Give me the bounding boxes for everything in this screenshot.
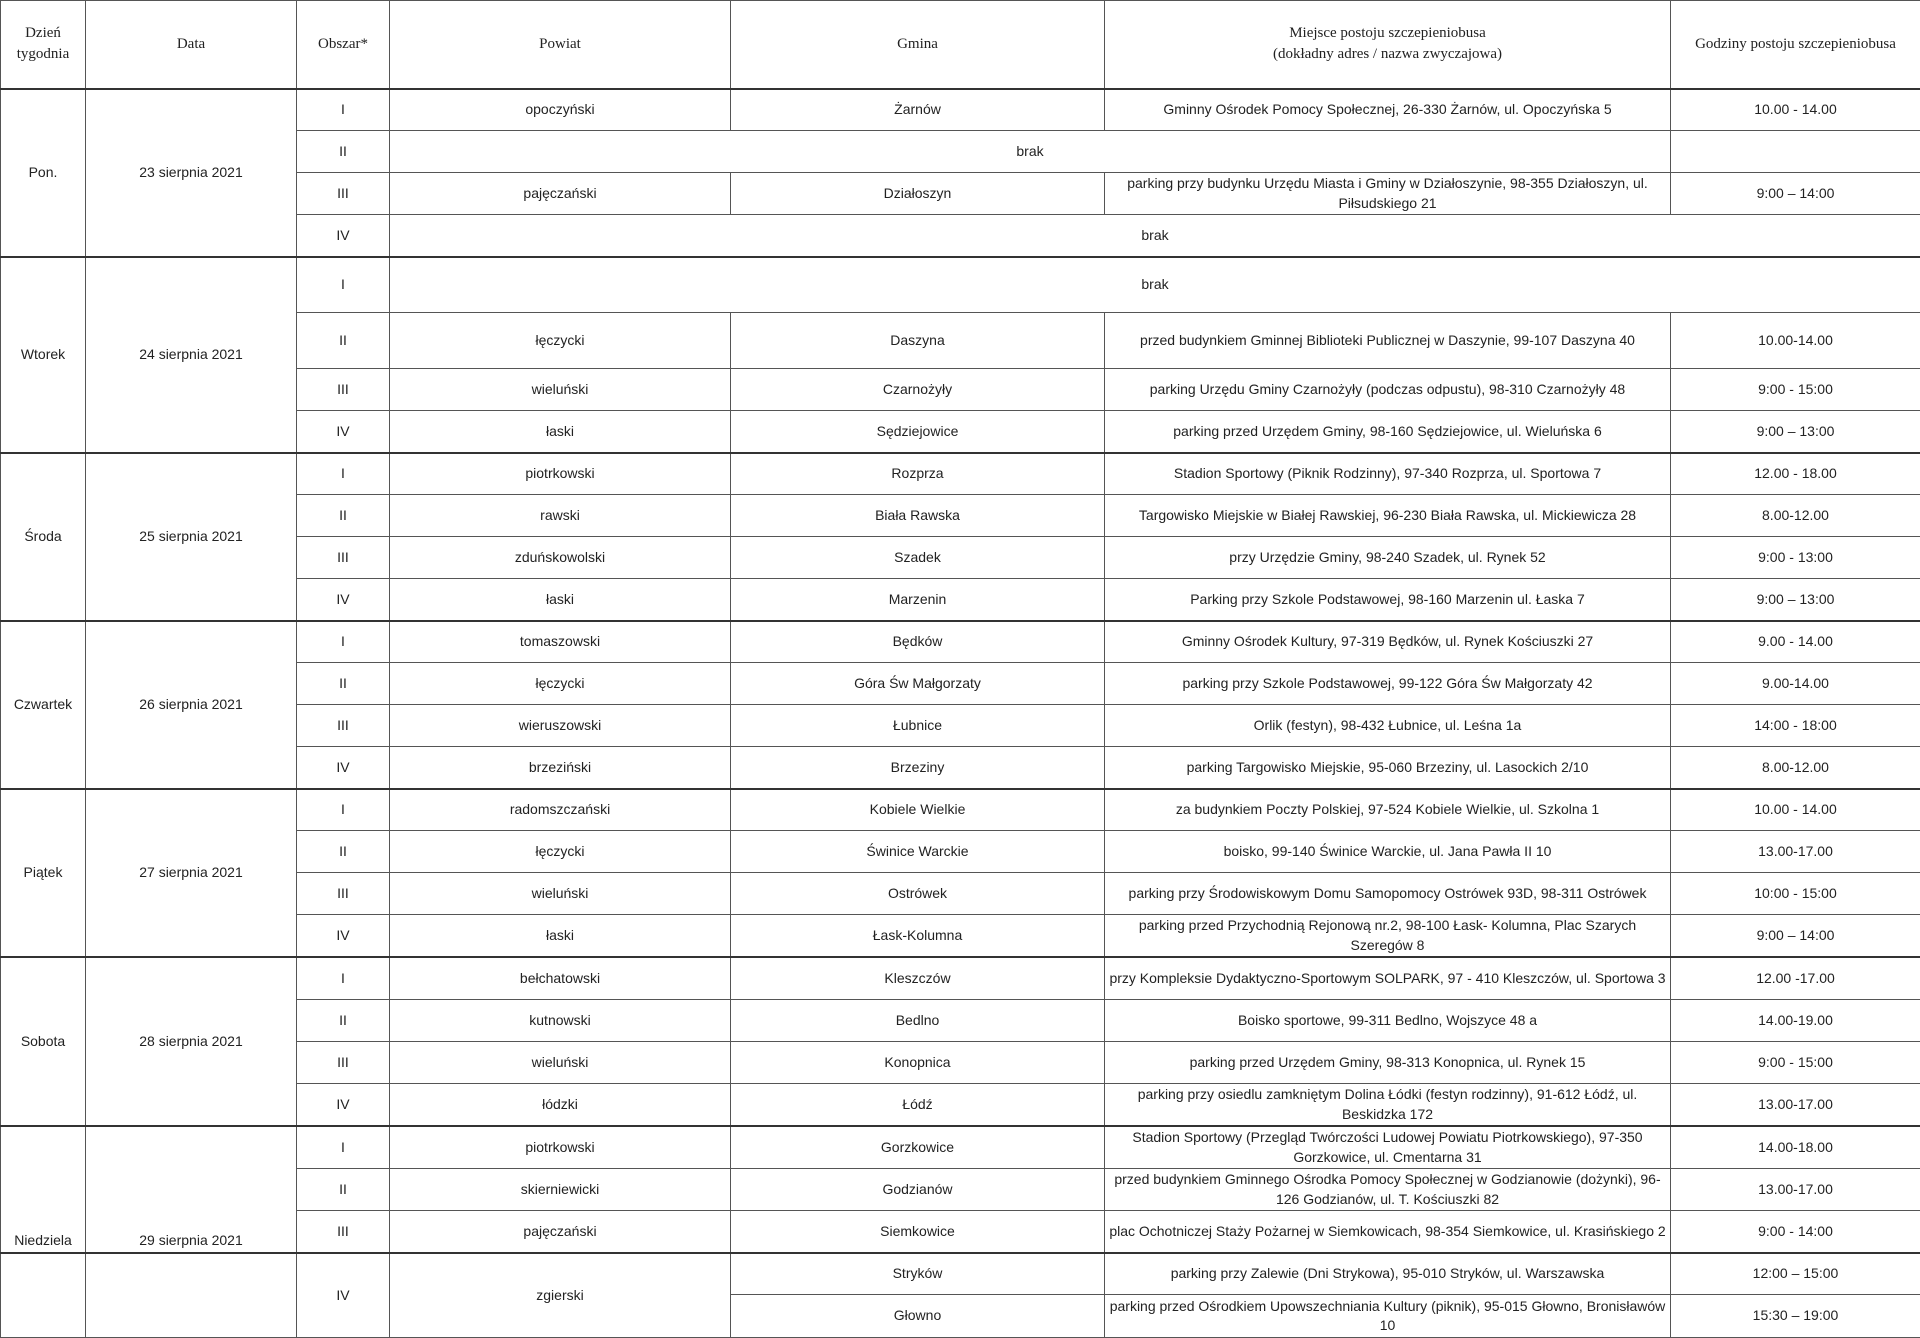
hours-cell: 13.00-17.00	[1671, 1083, 1920, 1126]
area-cell: IV	[297, 411, 390, 453]
commune-cell: Sędziejowice	[731, 411, 1105, 453]
county-cell: wieluński	[390, 369, 731, 411]
hours-cell: 14.00-18.00	[1671, 1126, 1920, 1169]
hours-cell: 10.00 - 14.00	[1671, 789, 1920, 831]
commune-cell: Głowno	[731, 1295, 1105, 1338]
commune-cell: Kleszczów	[731, 957, 1105, 999]
commune-cell: Łubnice	[731, 705, 1105, 747]
hours-cell: 10:00 - 15:00	[1671, 873, 1920, 915]
area-cell: IV	[297, 1253, 390, 1338]
county-cell: pajęczański	[390, 1211, 731, 1253]
county-cell: łęczycki	[390, 831, 731, 873]
county-cell: radomszczański	[390, 789, 731, 831]
commune-cell: Siemkowice	[731, 1211, 1105, 1253]
county-cell: skierniewicki	[390, 1169, 731, 1211]
county-cell: opoczyński	[390, 89, 731, 131]
county-cell: wieruszowski	[390, 705, 731, 747]
header-hours: Godziny postoju szczepieniobusa	[1671, 1, 1920, 89]
hours-cell: 12.00 - 18.00	[1671, 453, 1920, 495]
commune-cell: Rozprza	[731, 453, 1105, 495]
hours-cell: 9:00 - 13:00	[1671, 537, 1920, 579]
header-place-line2: (dokładny adres / nazwa zwyczajowa)	[1272, 46, 1503, 63]
area-cell: IV	[297, 1083, 390, 1126]
county-cell: rawski	[390, 495, 731, 537]
place-cell: parking przy Środowiskowym Domu Samopomocy Ostrówek 93D, 98-311 Ostrówek	[1105, 873, 1671, 915]
commune-cell: Gorzkowice	[731, 1126, 1105, 1169]
place-cell: przed budynkiem Gminnego Ośrodka Pomocy Społecznej w Godzianowie (dożynki), 96-126 Godzianów, ul. T. Kościuszki 82	[1105, 1169, 1671, 1211]
date-cell: 24 sierpnia 2021	[86, 257, 297, 453]
area-cell: I	[297, 957, 390, 999]
commune-cell: Łódź	[731, 1083, 1105, 1126]
county-cell: kutnowski	[390, 999, 731, 1041]
header-place-line1: Miejsce postoju szczepieniobusa	[1289, 25, 1486, 42]
table-body	[1, 89, 1920, 1338]
county-cell: łęczycki	[390, 663, 731, 705]
table-row	[1, 1126, 1920, 1169]
place-cell: parking przy Szkole Podstawowej, 99-122 Góra Św Małgorzaty 42	[1105, 663, 1671, 705]
commune-cell: Góra Św Małgorzaty	[731, 663, 1105, 705]
county-cell: łaski	[390, 915, 731, 958]
area-cell: I	[297, 257, 390, 313]
commune-cell: Stryków	[731, 1253, 1105, 1295]
area-cell: II	[297, 999, 390, 1041]
day-cell: Środa	[1, 453, 86, 621]
hours-cell: 12:00 – 15:00	[1671, 1253, 1920, 1295]
date-cell: 27 sierpnia 2021	[86, 789, 297, 958]
day-cell: Niedziela	[1, 1126, 86, 1253]
place-cell: Boisko sportowe, 99-311 Bedlno, Wojszyce 48 a	[1105, 999, 1671, 1041]
area-cell: II	[297, 1169, 390, 1211]
hours-cell: 12.00 -17.00	[1671, 957, 1920, 999]
header-county: Powiat	[390, 1, 731, 89]
day-cell: Sobota	[1, 957, 86, 1126]
header-row	[1, 1, 1920, 89]
county-cell: zgierski	[390, 1253, 731, 1338]
table-row	[1, 957, 1920, 999]
hours-cell: 9:00 – 14:00	[1671, 173, 1920, 215]
header-area: Obszar*	[297, 1, 390, 89]
place-cell: Targowisko Miejskie w Białej Rawskiej, 96-230 Biała Rawska, ul. Mickiewicza 28	[1105, 495, 1671, 537]
place-cell: Stadion Sportowy (Piknik Rodzinny), 97-340 Rozprza, ul. Sportowa 7	[1105, 453, 1671, 495]
place-cell: parking przed Urzędem Gminy, 98-313 Konopnica, ul. Rynek 15	[1105, 1041, 1671, 1083]
commune-cell: Kobiele Wielkie	[731, 789, 1105, 831]
hours-cell: 9:00 - 14:00	[1671, 1211, 1920, 1253]
area-cell: II	[297, 495, 390, 537]
place-cell: Gminny Ośrodek Pomocy Społecznej, 26-330 Żarnów, ul. Opoczyńska 5	[1105, 89, 1671, 131]
hours-cell: 10.00 - 14.00	[1671, 89, 1920, 131]
place-cell: parking przed Przychodnią Rejonową nr.2, 98-100 Łask- Kolumna, Plac Szarych Szeregów 8	[1105, 915, 1671, 958]
area-cell: II	[297, 131, 390, 173]
area-cell: III	[297, 873, 390, 915]
area-cell: I	[297, 1126, 390, 1169]
hours-cell: 10.00-14.00	[1671, 313, 1920, 369]
hours-cell: 8.00-12.00	[1671, 747, 1920, 789]
place-cell: przed budynkiem Gminnej Biblioteki Publicznej w Daszynie, 99-107 Daszyna 40	[1105, 313, 1671, 369]
day-cell: Piątek	[1, 789, 86, 958]
place-cell: plac Ochotniczej Staży Pożarnej w Siemkowicach, 98-354 Siemkowice, ul. Krasińskiego 2	[1105, 1211, 1671, 1253]
place-cell: Stadion Sportowy (Przegląd Twórczości Ludowej Powiatu Piotrkowskiego), 97-350 Gorzkowice, ul. Cmentarna 31	[1105, 1126, 1671, 1169]
commune-cell: Świnice Warckie	[731, 831, 1105, 873]
hours-cell: 9:00 - 15:00	[1671, 369, 1920, 411]
date-cell: 25 sierpnia 2021	[86, 453, 297, 621]
commune-cell: Marzenin	[731, 579, 1105, 621]
commune-cell: Żarnów	[731, 89, 1105, 131]
hours-cell: 15:30 – 19:00	[1671, 1295, 1920, 1338]
commune-cell: Ostrówek	[731, 873, 1105, 915]
no-stop-note: brak	[390, 257, 1920, 313]
commune-cell: Łask-Kolumna	[731, 915, 1105, 958]
commune-cell: Szadek	[731, 537, 1105, 579]
place-cell: boisko, 99-140 Świnice Warckie, ul. Jana Pawła II 10	[1105, 831, 1671, 873]
county-cell: pajęczański	[390, 173, 731, 215]
table-row	[1, 453, 1920, 495]
day-cell: Pon.	[1, 89, 86, 257]
place-cell: parking Urzędu Gminy Czarnożyły (podczas odpustu), 98-310 Czarnożyły 48	[1105, 369, 1671, 411]
area-cell: II	[297, 663, 390, 705]
place-cell: przy Urzędzie Gminy, 98-240 Szadek, ul. Rynek 52	[1105, 537, 1671, 579]
county-cell: łaski	[390, 579, 731, 621]
place-cell: parking przy osiedlu zamkniętym Dolina Łódki (festyn rodzinny), 91-612 Łódź, ul. Beskidzka 172	[1105, 1083, 1671, 1126]
place-cell: Orlik (festyn), 98-432 Łubnice, ul. Leśna 1a	[1105, 705, 1671, 747]
commune-cell: Biała Rawska	[731, 495, 1105, 537]
area-cell: I	[297, 789, 390, 831]
area-cell: II	[297, 313, 390, 369]
county-cell: wieluński	[390, 1041, 731, 1083]
area-cell: III	[297, 1211, 390, 1253]
table-row	[1, 1253, 1920, 1295]
area-cell: III	[297, 369, 390, 411]
table-header	[1, 1, 1920, 89]
table-row	[1, 89, 1920, 131]
area-cell: I	[297, 453, 390, 495]
hours-cell: 9.00 - 14.00	[1671, 621, 1920, 663]
hours-cell: 8.00-12.00	[1671, 495, 1920, 537]
day-cell: Wtorek	[1, 257, 86, 453]
hours-cell: 14.00-19.00	[1671, 999, 1920, 1041]
place-cell: Parking przy Szkole Podstawowej, 98-160 Marzenin ul. Łaska 7	[1105, 579, 1671, 621]
county-cell: zduńskowolski	[390, 537, 731, 579]
place-cell: za budynkiem Poczty Polskiej, 97-524 Kobiele Wielkie, ul. Szkolna 1	[1105, 789, 1671, 831]
day-cell-continuation	[1, 1253, 86, 1338]
commune-cell: Konopnica	[731, 1041, 1105, 1083]
place-cell: parking przy Zalewie (Dni Strykowa), 95-010 Stryków, ul. Warszawska	[1105, 1253, 1671, 1295]
area-cell: III	[297, 1041, 390, 1083]
county-cell: tomaszowski	[390, 621, 731, 663]
date-cell: 28 sierpnia 2021	[86, 957, 297, 1126]
table-row	[1, 621, 1920, 663]
date-cell: 29 sierpnia 2021	[86, 1126, 297, 1253]
commune-cell: Będków	[731, 621, 1105, 663]
place-cell: parking Targowisko Miejskie, 95-060 Brzeziny, ul. Lasockich 2/10	[1105, 747, 1671, 789]
date-cell: 23 sierpnia 2021	[86, 89, 297, 257]
area-cell: III	[297, 173, 390, 215]
area-cell: III	[297, 705, 390, 747]
commune-cell: Daszyna	[731, 313, 1105, 369]
commune-cell: Godzianów	[731, 1169, 1105, 1211]
area-cell: I	[297, 621, 390, 663]
header-date: Data	[86, 1, 297, 89]
hours-cell: 14:00 - 18:00	[1671, 705, 1920, 747]
hours-cell: 13.00-17.00	[1671, 1169, 1920, 1211]
hours-cell	[1671, 131, 1920, 173]
area-cell: II	[297, 831, 390, 873]
table-row	[1, 789, 1920, 831]
place-cell: parking przed Ośrodkiem Upowszechniania Kultury (piknik), 95-015 Głowno, Bronisławów 10	[1105, 1295, 1671, 1338]
commune-cell: Czarnożyły	[731, 369, 1105, 411]
hours-cell: 13.00-17.00	[1671, 831, 1920, 873]
hours-cell: 9:00 – 14:00	[1671, 915, 1920, 958]
place-cell: parking przy budynku Urzędu Miasta i Gminy w Działoszynie, 98-355 Działoszyn, ul. Piłsudskiego 21	[1105, 173, 1671, 215]
county-cell: wieluński	[390, 873, 731, 915]
area-cell: IV	[297, 915, 390, 958]
commune-cell: Bedlno	[731, 999, 1105, 1041]
place-cell: parking przed Urzędem Gminy, 98-160 Sędziejowice, ul. Wieluńska 6	[1105, 411, 1671, 453]
area-cell: IV	[297, 215, 390, 257]
hours-cell: 9:00 - 15:00	[1671, 1041, 1920, 1083]
header-day: Dzień tygodnia	[1, 1, 86, 89]
table-row	[1, 257, 1920, 313]
county-cell: brzeziński	[390, 747, 731, 789]
hours-cell: 9.00-14.00	[1671, 663, 1920, 705]
area-cell: III	[297, 537, 390, 579]
hours-cell: 9:00 – 13:00	[1671, 579, 1920, 621]
date-cell-continuation	[86, 1253, 297, 1338]
date-cell: 26 sierpnia 2021	[86, 621, 297, 789]
area-cell: IV	[297, 579, 390, 621]
place-cell: przy Kompleksie Dydaktyczno-Sportowym SOLPARK, 97 - 410 Kleszczów, ul. Sportowa 3	[1105, 957, 1671, 999]
county-cell: bełchatowski	[390, 957, 731, 999]
no-stop-note: brak	[390, 131, 1671, 173]
county-cell: piotrkowski	[390, 453, 731, 495]
day-cell: Czwartek	[1, 621, 86, 789]
county-cell: łódzki	[390, 1083, 731, 1126]
commune-cell: Brzeziny	[731, 747, 1105, 789]
county-cell: łęczycki	[390, 313, 731, 369]
place-cell: Gminny Ośrodek Kultury, 97-319 Będków, ul. Rynek Kościuszki 27	[1105, 621, 1671, 663]
header-place	[1105, 1, 1671, 89]
area-cell: I	[297, 89, 390, 131]
area-cell: IV	[297, 747, 390, 789]
county-cell: piotrkowski	[390, 1126, 731, 1169]
hours-cell: 9:00 – 13:00	[1671, 411, 1920, 453]
county-cell: łaski	[390, 411, 731, 453]
commune-cell: Działoszyn	[731, 173, 1105, 215]
no-stop-note: brak	[390, 215, 1920, 257]
header-commune: Gmina	[731, 1, 1105, 89]
